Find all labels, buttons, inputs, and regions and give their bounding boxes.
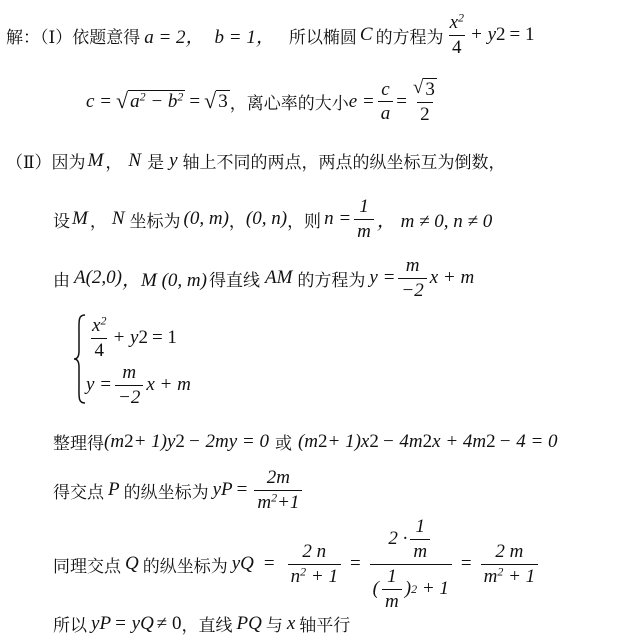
ecc-text: ，离心率的大小 xyxy=(229,94,349,115)
sqrt3: √ 3 xyxy=(204,88,228,114)
cond-a: a = 2， xyxy=(144,26,205,48)
ellipse-C: C xyxy=(359,24,373,46)
part2-line3: 由 A(2,0) ，M (0, m) 得直线 AM 的方程为 y = $\frac{m}{-2}$ x + m xyxy=(53,255,475,301)
final-line: 所以 y P = y Q ≠ 0 ，直线 PQ 与 x 轴平行 xyxy=(53,612,351,636)
n-frac: $\frac{1}{m}$ xyxy=(354,196,374,243)
e-frac: $\frac{c}{a}$ xyxy=(378,79,394,126)
system-eq2: y = $\frac{m}{-2}$ x + m xyxy=(86,362,191,408)
system-brace xyxy=(73,313,87,405)
text-equation-is: 的方程为 xyxy=(375,27,444,48)
part1-line1: 解：（Ⅰ）依题意得 a = 2， b = 1， 所以椭圆 C 的方程为 $\frac{x^2}{4}$ + y 2 = 1 xyxy=(6,10,535,58)
part1-lead: 解：（Ⅰ）依题意得 xyxy=(6,27,141,48)
ellipse-eq-frac: $\frac{x^2}{4}$ xyxy=(449,10,464,58)
p-line: 得交点 P 的纵坐标为 y P = $\frac{2m}{m^2+1}$ xyxy=(53,467,305,514)
sqrt-expr: √ $a^2 - b^2$ xyxy=(116,88,184,114)
eq-num: x xyxy=(449,12,458,33)
part2-lead: （Ⅱ）因为 xyxy=(6,153,86,173)
system-eq1: $\frac{x^2}{4}$ + y 2 = 1 xyxy=(92,313,177,361)
e-value-frac: √ 3 2 xyxy=(412,77,435,125)
part2-line2: 设 M ， N 坐标为 (0, m) ， (0, n) ，则 n = $\frac{1}{m}$ ， m ≠ 0, n ≠ 0 xyxy=(53,196,493,242)
eq-tail: = 1 xyxy=(509,24,535,46)
part1-line2: c = √ $a^2 - b^2$ = √ 3 ，离心率的大小 e = $\frac{c}{a}$ = √ 3 2 xyxy=(86,78,443,126)
eq-den: 4 xyxy=(449,35,465,59)
simplify-line: 整理得 (m 2 + 1)y 2 − 2my = 0 或 (m 2 + 1)x 2 − 4m 2 x + 4m 2 − 4 = 0 xyxy=(53,430,558,454)
slope-frac: $\frac{m}{-2}$ xyxy=(398,255,426,302)
part2-line1: （Ⅱ）因为 M ， N 是 y 轴上不同的两点，两点的纵坐标互为倒数， xyxy=(6,149,506,173)
c-eq: = xyxy=(189,90,201,112)
q-line: 同理交点 Q 的纵坐标为 y Q = $\frac{2 n}{n^2 + 1}$ = 2 · $\frac{1}{m}$ ( $\frac{1}{m}$ ) 2 + 1 = $\frac{2 m}{m^2 + 1}$ xyxy=(53,516,541,612)
text-ellipse: 所以椭圆 xyxy=(288,27,357,48)
cond-b: b = 1， xyxy=(214,26,275,48)
eq-rest: + y xyxy=(470,24,497,46)
c-lhs: c = xyxy=(86,90,113,112)
e-lhs: e = xyxy=(348,90,375,112)
